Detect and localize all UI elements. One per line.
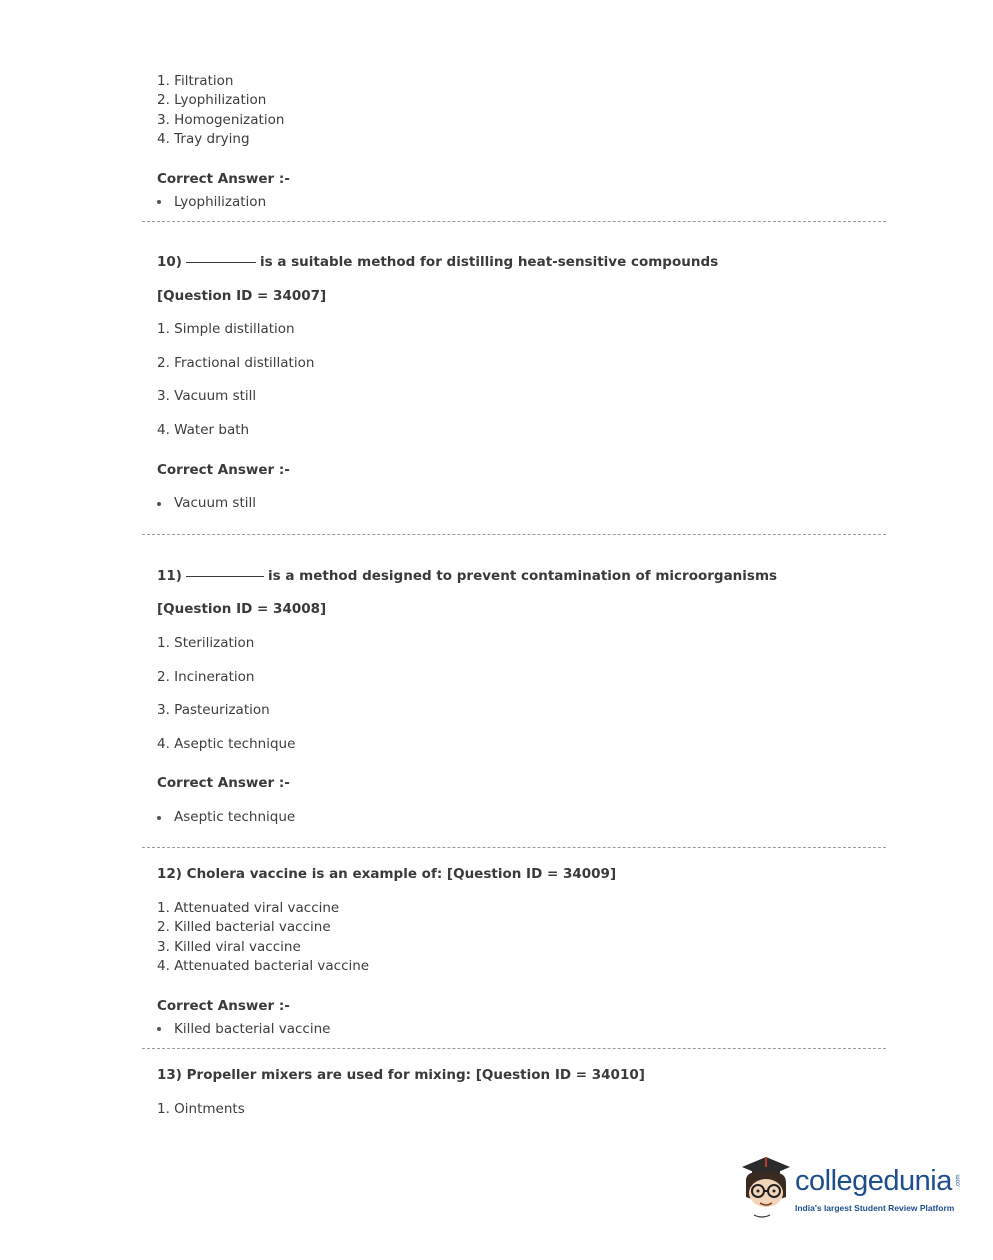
separator bbox=[142, 534, 886, 535]
logo-wordmark: collegedunia bbox=[795, 1165, 952, 1197]
separator bbox=[142, 847, 886, 848]
q11-number: 11) bbox=[157, 568, 182, 584]
q13-title: 13) Propeller mixers are used for mixing: [Question ID = 34010] bbox=[157, 1067, 645, 1083]
separator bbox=[142, 221, 886, 222]
q10-option-2: 2. Fractional distillation bbox=[157, 355, 315, 371]
mascot-icon bbox=[736, 1153, 794, 1223]
q9-option-3: 3. Homogenization bbox=[157, 112, 285, 128]
q10-number: 10) bbox=[157, 254, 182, 270]
q11-answer: Aseptic technique bbox=[174, 809, 296, 825]
q13-option-1: 1. Ointments bbox=[157, 1101, 245, 1117]
q11-text: is a method designed to prevent contamination of microorganisms bbox=[267, 568, 778, 584]
q11-correct-label: Correct Answer :- bbox=[157, 775, 290, 791]
q12-option-2: 2. Killed bacterial vaccine bbox=[157, 919, 331, 935]
q11-option-3: 3. Pasteurization bbox=[157, 702, 270, 718]
q9-correct-label: Correct Answer :- bbox=[157, 171, 290, 187]
q12-title: 12) Cholera vaccine is an example of: [Question ID = 34009] bbox=[157, 866, 617, 882]
q11-question-id: [Question ID = 34008] bbox=[157, 601, 327, 617]
q10-question-id: [Question ID = 34007] bbox=[157, 288, 327, 304]
q12-correct-label: Correct Answer :- bbox=[157, 998, 290, 1014]
q10-title bbox=[157, 253, 718, 271]
q10-option-1: 1. Simple distillation bbox=[157, 321, 295, 337]
q11-option-4: 4. Aseptic technique bbox=[157, 736, 296, 752]
q10-text: is a suitable method for distilling heat-sensitive compounds bbox=[259, 254, 719, 270]
q9-option-1: 1. Filtration bbox=[157, 73, 234, 89]
q9-answer: Lyophilization bbox=[174, 194, 267, 210]
q10-answer-bullet bbox=[157, 502, 161, 506]
q12-answer: Killed bacterial vaccine bbox=[174, 1021, 331, 1037]
q9-option-2: 2. Lyophilization bbox=[157, 92, 267, 108]
q10-answer: Vacuum still bbox=[174, 495, 257, 511]
q9-option-4: 4. Tray drying bbox=[157, 131, 250, 147]
q12-option-3: 3. Killed viral vaccine bbox=[157, 939, 301, 955]
logo-domain-suffix: .com bbox=[955, 1174, 962, 1188]
q10-correct-label: Correct Answer :- bbox=[157, 462, 290, 478]
q12-answer-bullet bbox=[157, 1027, 161, 1031]
q11-title bbox=[157, 567, 777, 585]
q12-option-4: 4. Attenuated bacterial vaccine bbox=[157, 958, 370, 974]
q10-blank bbox=[186, 262, 256, 263]
q12-option-1: 1. Attenuated viral vaccine bbox=[157, 900, 340, 916]
q11-answer-bullet bbox=[157, 816, 161, 820]
collegedunia-logo bbox=[736, 1153, 966, 1223]
q11-option-1: 1. Sterilization bbox=[157, 635, 255, 651]
q11-blank bbox=[186, 576, 264, 577]
q10-option-3: 3. Vacuum still bbox=[157, 388, 257, 404]
q11-option-2: 2. Incineration bbox=[157, 669, 255, 685]
separator bbox=[142, 1048, 886, 1049]
logo-tagline: India's largest Student Review Platform bbox=[795, 1203, 955, 1213]
q9-answer-bullet bbox=[157, 200, 161, 204]
q10-option-4: 4. Water bath bbox=[157, 422, 250, 438]
